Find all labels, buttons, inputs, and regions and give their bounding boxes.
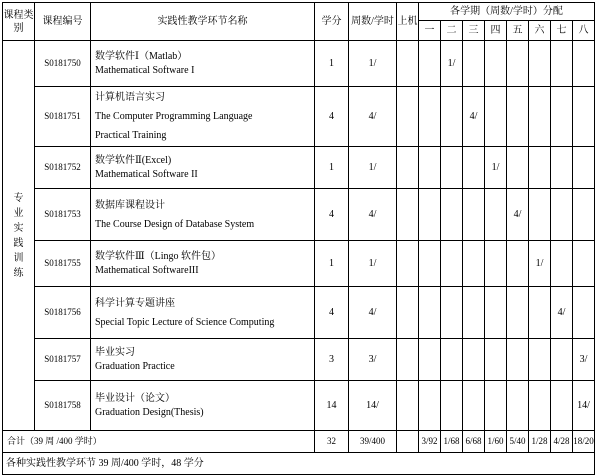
course-credits: 4 bbox=[315, 189, 349, 241]
semester-cell-8 bbox=[573, 241, 595, 287]
course-name bbox=[91, 189, 315, 241]
course-name-cn: 数学软件Ⅰ（Matlab） bbox=[95, 50, 188, 62]
semester-cell-6 bbox=[529, 87, 551, 147]
course-weekly: 4/ bbox=[349, 287, 397, 339]
course-credits: 14 bbox=[315, 381, 349, 431]
semester-cell-3 bbox=[463, 41, 485, 87]
course-name bbox=[91, 241, 315, 287]
course-name-cn: 科学计算专题讲座 bbox=[95, 297, 175, 309]
semester-cell-8 bbox=[573, 41, 595, 87]
table-row bbox=[3, 287, 595, 339]
course-code: S0181751 bbox=[35, 87, 91, 147]
semester-cell-7 bbox=[551, 87, 573, 147]
total-label: 合计（39 周 /400 学时） bbox=[3, 431, 315, 453]
course-name-en: Mathematical Software I bbox=[95, 64, 195, 76]
semester-cell-2 bbox=[441, 339, 463, 381]
course-credits: 4 bbox=[315, 87, 349, 147]
course-code: S0181753 bbox=[35, 189, 91, 241]
course-name-en: The Computer Programming Language bbox=[95, 111, 253, 122]
course-name bbox=[91, 87, 315, 147]
semester-cell-5 bbox=[507, 87, 529, 147]
header-semester-group: 各学期（周数/学时）分配 bbox=[419, 3, 595, 21]
course-code: S0181758 bbox=[35, 381, 91, 431]
semester-cell-8: 3/ bbox=[573, 339, 595, 381]
header-sem-7: 七 bbox=[551, 21, 573, 41]
header-sem-1: 一 bbox=[419, 21, 441, 41]
total-sem-6: 1/28 bbox=[529, 431, 551, 453]
semester-cell-3 bbox=[463, 147, 485, 189]
semester-cell-7: 4/ bbox=[551, 287, 573, 339]
semester-cell-4 bbox=[485, 339, 507, 381]
semester-cell-1 bbox=[419, 287, 441, 339]
semester-cell-2 bbox=[441, 87, 463, 147]
course-name bbox=[91, 147, 315, 189]
course-machine bbox=[397, 87, 419, 147]
semester-cell-1 bbox=[419, 241, 441, 287]
table-row bbox=[3, 41, 595, 87]
course-name-cn: 数学软件Ⅱ(Excel) bbox=[95, 154, 172, 166]
header-sem-2: 二 bbox=[441, 21, 463, 41]
semester-cell-5 bbox=[507, 381, 529, 431]
course-name-cn: 毕业设计（论文） bbox=[95, 392, 175, 404]
semester-cell-3 bbox=[463, 189, 485, 241]
semester-cell-8 bbox=[573, 87, 595, 147]
semester-cell-6 bbox=[529, 147, 551, 189]
semester-cell-1 bbox=[419, 147, 441, 189]
table-row bbox=[3, 381, 595, 431]
total-credits: 32 bbox=[315, 431, 349, 453]
semester-cell-7 bbox=[551, 41, 573, 87]
course-weekly: 4/ bbox=[349, 189, 397, 241]
header-category: 课程类别 bbox=[3, 3, 35, 41]
semester-cell-2 bbox=[441, 189, 463, 241]
table-row bbox=[3, 339, 595, 381]
course-name-cn: 计算机语言实习 bbox=[95, 92, 165, 103]
semester-cell-3 bbox=[463, 241, 485, 287]
semester-cell-7 bbox=[551, 147, 573, 189]
course-machine bbox=[397, 381, 419, 431]
category-cell: 专 业 实 践 训 练 bbox=[3, 41, 35, 431]
table-row bbox=[3, 241, 595, 287]
footer-note: 各种实践性教学环节 39 周/400 学时，48 学分 bbox=[3, 453, 595, 475]
table-row bbox=[3, 87, 595, 147]
course-credits: 1 bbox=[315, 241, 349, 287]
header-machine: 上机 bbox=[397, 3, 419, 41]
course-machine bbox=[397, 147, 419, 189]
semester-cell-6 bbox=[529, 339, 551, 381]
practice-table bbox=[2, 2, 595, 475]
course-name bbox=[91, 287, 315, 339]
semester-cell-4 bbox=[485, 241, 507, 287]
total-sem-8: 18/20 bbox=[573, 431, 595, 453]
course-name-cn: 数学软件Ⅲ（Lingo 软件包） bbox=[95, 250, 222, 262]
semester-cell-7 bbox=[551, 189, 573, 241]
semester-cell-2 bbox=[441, 287, 463, 339]
semester-cell-8: 14/ bbox=[573, 381, 595, 431]
course-name-en: Graduation Design(Thesis) bbox=[95, 406, 204, 418]
semester-cell-4: 1/ bbox=[485, 147, 507, 189]
course-credits: 1 bbox=[315, 41, 349, 87]
semester-cell-7 bbox=[551, 339, 573, 381]
semester-cell-6: 1/ bbox=[529, 241, 551, 287]
semester-cell-8 bbox=[573, 189, 595, 241]
course-name bbox=[91, 339, 315, 381]
course-machine bbox=[397, 339, 419, 381]
course-name-cn: 毕业实习 bbox=[95, 346, 135, 358]
semester-cell-6 bbox=[529, 189, 551, 241]
total-sem-4: 1/60 bbox=[485, 431, 507, 453]
header-sem-5: 五 bbox=[507, 21, 529, 41]
semester-cell-5: 4/ bbox=[507, 189, 529, 241]
header-code: 课程编号 bbox=[35, 3, 91, 41]
semester-cell-1 bbox=[419, 189, 441, 241]
course-code: S0181752 bbox=[35, 147, 91, 189]
header-sem-4: 四 bbox=[485, 21, 507, 41]
semester-cell-3 bbox=[463, 339, 485, 381]
total-sem-5: 5/40 bbox=[507, 431, 529, 453]
header-sem-8: 八 bbox=[573, 21, 595, 41]
total-sem-1: 3/92 bbox=[419, 431, 441, 453]
course-weekly: 3/ bbox=[349, 339, 397, 381]
course-name-en: Graduation Practice bbox=[95, 360, 175, 372]
total-sem-2: 1/68 bbox=[441, 431, 463, 453]
semester-cell-8 bbox=[573, 287, 595, 339]
semester-cell-7 bbox=[551, 241, 573, 287]
course-weekly: 14/ bbox=[349, 381, 397, 431]
semester-cell-7 bbox=[551, 381, 573, 431]
semester-cell-3 bbox=[463, 287, 485, 339]
course-credits: 3 bbox=[315, 339, 349, 381]
semester-cell-5 bbox=[507, 241, 529, 287]
semester-cell-4 bbox=[485, 41, 507, 87]
header-sem-6: 六 bbox=[529, 21, 551, 41]
semester-cell-4 bbox=[485, 87, 507, 147]
header-credits: 学分 bbox=[315, 3, 349, 41]
table-row bbox=[3, 147, 595, 189]
semester-cell-2 bbox=[441, 381, 463, 431]
course-weekly: 1/ bbox=[349, 41, 397, 87]
course-name-en-line2: Practical Training bbox=[95, 130, 167, 141]
semester-cell-6 bbox=[529, 41, 551, 87]
course-credits: 4 bbox=[315, 287, 349, 339]
table-row bbox=[3, 189, 595, 241]
semester-cell-3: 4/ bbox=[463, 87, 485, 147]
semester-cell-5 bbox=[507, 339, 529, 381]
header-weekly: 周数/学时 bbox=[349, 3, 397, 41]
course-weekly: 4/ bbox=[349, 87, 397, 147]
semester-cell-5 bbox=[507, 147, 529, 189]
course-machine bbox=[397, 189, 419, 241]
course-name bbox=[91, 381, 315, 431]
course-machine bbox=[397, 41, 419, 87]
semester-cell-3 bbox=[463, 381, 485, 431]
total-weekly: 39/400 bbox=[349, 431, 397, 453]
semester-cell-1 bbox=[419, 87, 441, 147]
course-code: S0181750 bbox=[35, 41, 91, 87]
course-credits: 1 bbox=[315, 147, 349, 189]
course-weekly: 1/ bbox=[349, 147, 397, 189]
course-code: S0181757 bbox=[35, 339, 91, 381]
course-code: S0181756 bbox=[35, 287, 91, 339]
course-code: S0181755 bbox=[35, 241, 91, 287]
semester-cell-1 bbox=[419, 41, 441, 87]
semester-cell-5 bbox=[507, 287, 529, 339]
course-name-cn: 数据库课程设计 bbox=[95, 199, 165, 211]
total-sem-3: 6/68 bbox=[463, 431, 485, 453]
total-sem-7: 4/28 bbox=[551, 431, 573, 453]
semester-cell-4 bbox=[485, 287, 507, 339]
semester-cell-5 bbox=[507, 41, 529, 87]
semester-cell-4 bbox=[485, 189, 507, 241]
course-name-en: Mathematical Software II bbox=[95, 168, 198, 180]
course-name-en: Mathematical SoftwareIII bbox=[95, 264, 199, 276]
semester-cell-6 bbox=[529, 287, 551, 339]
total-machine bbox=[397, 431, 419, 453]
semester-cell-2 bbox=[441, 147, 463, 189]
course-machine bbox=[397, 241, 419, 287]
semester-cell-4 bbox=[485, 381, 507, 431]
semester-cell-2 bbox=[441, 241, 463, 287]
semester-cell-1 bbox=[419, 381, 441, 431]
semester-cell-6 bbox=[529, 381, 551, 431]
header-name: 实践性教学环节名称 bbox=[91, 3, 315, 41]
course-weekly: 1/ bbox=[349, 241, 397, 287]
course-name-en: Special Topic Lecture of Science Computing bbox=[95, 316, 275, 328]
course-machine bbox=[397, 287, 419, 339]
semester-cell-8 bbox=[573, 147, 595, 189]
header-sem-3: 三 bbox=[463, 21, 485, 41]
course-name-en: The Course Design of Database System bbox=[95, 218, 255, 230]
semester-cell-2: 1/ bbox=[441, 41, 463, 87]
course-name bbox=[91, 41, 315, 87]
semester-cell-1 bbox=[419, 339, 441, 381]
